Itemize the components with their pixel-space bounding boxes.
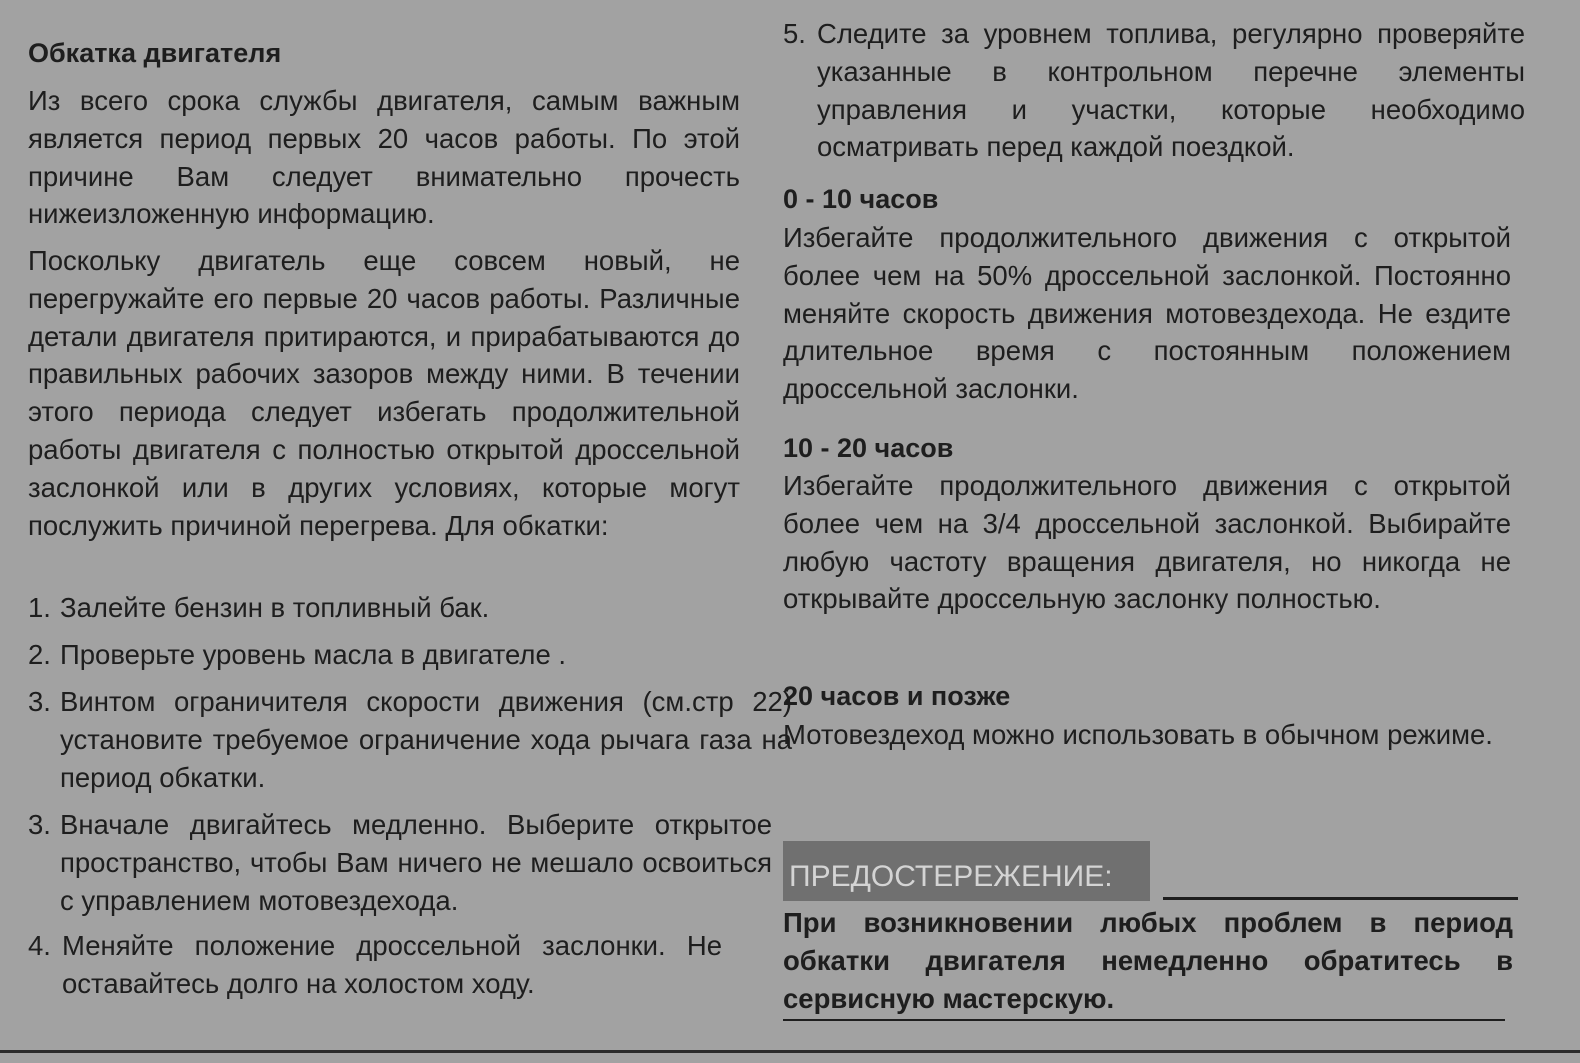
list-item-1 xyxy=(28,589,772,627)
section-text-0-10: Избегайте продолжительного движения с открытой более чем на 50% дроссельной заслонкой. Постоянно меняйте скорость движения мотовездехода. Не ездите длительное время с постоянным положением дроссельной заслонки. xyxy=(783,222,1511,405)
list-number: 1. xyxy=(28,592,51,623)
list-item-2 xyxy=(28,636,772,674)
list-text: Винтом ограничителя скорости движения (см.стр 22) установите требуемое ограничение хода рычага газа на период обкатки. xyxy=(60,686,792,793)
list-text: Следите за уровнем топлива, регулярно проверяйте указанные в контрольном перечне элементы управления и участки, которые необходимо осматривать перед каждой поездкой. xyxy=(817,18,1525,163)
intro-paragraph: Из всего срока службы двигателя, самым важным является период первых 20 часов работы. По этой причине Вам следует внимательно прочесть нижеизложенную информацию. xyxy=(28,85,740,230)
list-item-3 xyxy=(28,683,792,796)
break-in-paragraph: Поскольку двигатель еще совсем новый, не перегружайте его первые 20 часов работы. Различные детали двигателя притираются, и прирабатываются до правильных рабочих зазоров между ними. В течении этого периода следует избегать продолжительной работы двигателя с полностью открытой дроссельной заслонкой или в других условиях, которые могут послужить причиной перегрева. Для обкатки: xyxy=(28,245,740,541)
list-text: Вначале двигайтесь медленно. Выберите открытое пространство, чтобы Вам ничего не мешало освоиться с управлением мотовездехода. xyxy=(60,809,772,916)
list-item-4 xyxy=(28,927,722,1003)
section-title: Обкатка двигателя xyxy=(28,38,282,68)
section-heading-10-20: 10 - 20 часов xyxy=(783,433,954,463)
list-number: 5. xyxy=(783,18,806,49)
section-heading-0-10: 0 - 10 часов xyxy=(783,184,939,214)
section-text-10-20: Избегайте продолжительного движения с открытой более чем на 3/4 дроссельной заслонкой. Выбирайте любую частоту вращения двигателя, но никогда не открывайте дроссельную заслонку полностью. xyxy=(783,470,1511,615)
list-item-5 xyxy=(783,15,1525,166)
section-heading-20-plus: 20 часов и позже xyxy=(783,681,1011,711)
list-number: 3. xyxy=(28,809,51,840)
warning-label: ПРЕДОСТЕРЕЖЕНИЕ: xyxy=(783,841,1150,901)
list-number: 3. xyxy=(28,686,51,717)
warning-text: При возникновении любых проблем в период обкатки двигателя немедленно обратитесь в сервисную мастерскую. xyxy=(783,907,1513,1014)
list-text: Проверьте уровень масла в двигателе . xyxy=(60,639,567,670)
list-text: Меняйте положение дроссельной заслонки. Не оставайтесь долго на холостом ходу. xyxy=(62,930,722,999)
section-text-20-plus: Мотовездеход можно использовать в обычном режиме. xyxy=(783,719,1493,750)
list-number: 2. xyxy=(28,639,51,670)
list-number: 4. xyxy=(28,930,51,961)
warning-bottom-rule xyxy=(783,1019,1505,1021)
list-text: Залейте бензин в топливный бак. xyxy=(60,592,490,623)
page-bottom-rule xyxy=(0,1050,1580,1053)
list-item-3b xyxy=(28,806,772,919)
warning-underline xyxy=(1163,897,1518,900)
